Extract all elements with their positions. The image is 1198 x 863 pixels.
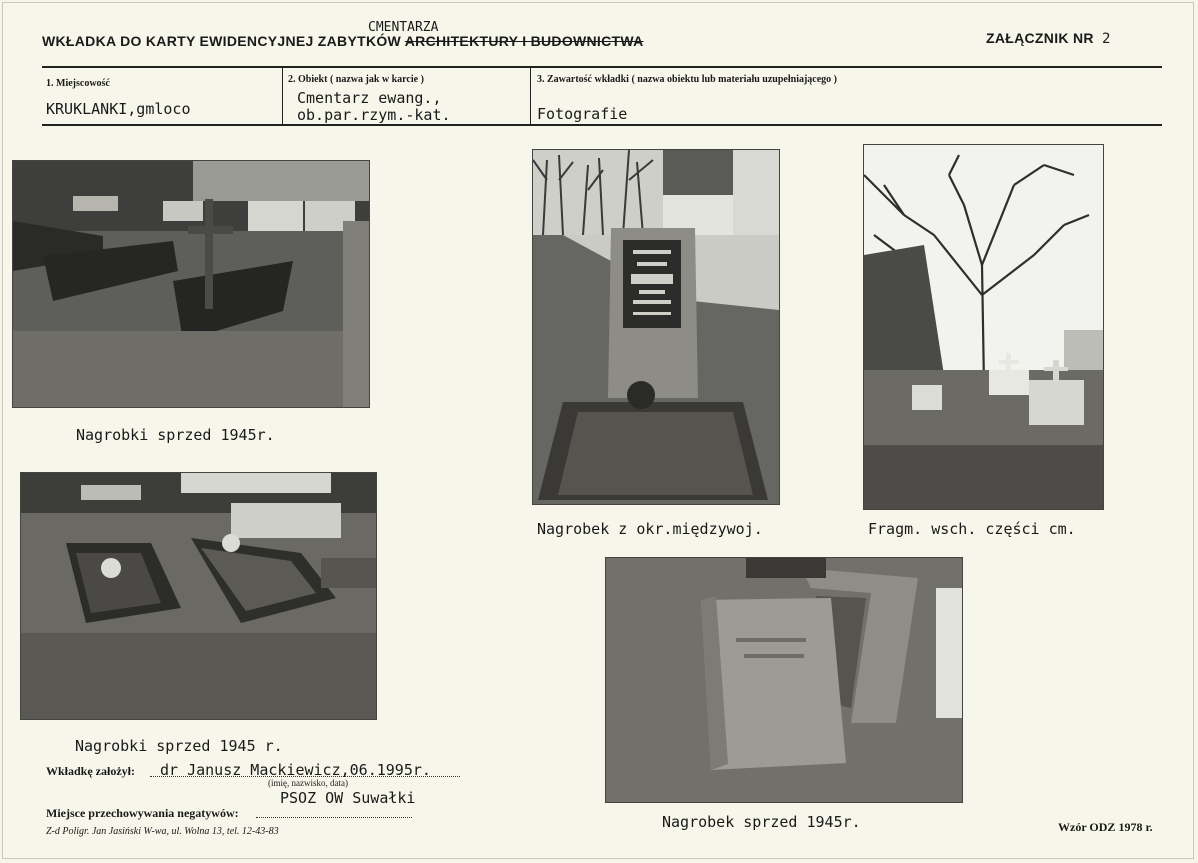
field-content-value: Fotografie — [537, 105, 628, 123]
photo-graves-2-image — [21, 473, 376, 719]
header-rule-bottom — [42, 124, 1162, 126]
photo-east-part — [863, 144, 1104, 510]
printer-note: Z-d Poligr. Jan Jasiński W-wa, ul. Wolna 13, tel. 12-43-83 — [46, 826, 279, 837]
field-object-value-2: ob.par.rzym.-kat. — [297, 106, 451, 124]
photo-east-part-image — [864, 145, 1103, 509]
photo-gravestone-old-image — [606, 558, 962, 802]
header-rule-top — [42, 66, 1162, 68]
storage-label: Miejsce przechowywania negatywów: — [46, 806, 239, 820]
photo-graves-2 — [20, 472, 377, 720]
title-struck: ARCHITEKTURY I BUDOWNICTWA — [404, 33, 644, 49]
founder-label: Wkładkę założył: — [46, 764, 135, 778]
caption-photo-2: Nagrobek z okr.międzywoj. — [537, 520, 763, 538]
caption-photo-5: Nagrobek sprzed 1945r. — [662, 813, 861, 831]
field-object-value-1: Cmentarz ewang., — [297, 89, 442, 107]
form-id: Wzór ODZ 1978 r. — [1058, 820, 1153, 834]
title-prefix: WKŁADKA DO KARTY EWIDENCYJNEJ ZABYTKÓW — [42, 33, 402, 49]
field-divider-1 — [282, 68, 283, 124]
caption-photo-1: Nagrobki sprzed 1945r. — [76, 426, 275, 444]
caption-photo-4: Nagrobki sprzed 1945 r. — [75, 737, 283, 755]
annex-number: 2 — [1102, 31, 1111, 47]
card-title — [42, 33, 644, 49]
annex-text: ZAŁĄCZNIK NR — [986, 30, 1094, 46]
annex-label — [986, 30, 1111, 47]
office-value: PSOZ OW Suwałki — [280, 789, 416, 807]
field-content-label: 3. Zawartość wkładki ( nazwa obiektu lub materiału uzupełniającego ) — [537, 74, 838, 85]
photo-graves-1 — [12, 160, 370, 408]
caption-photo-3: Fragm. wsch. części cm. — [868, 520, 1076, 538]
photo-interwar-gravestone-image — [533, 150, 779, 504]
photo-graves-1-image — [13, 161, 369, 407]
field-locality-value: KRUKLANKI,gmloco — [46, 100, 191, 118]
photo-gravestone-old — [605, 557, 963, 803]
field-locality-label: 1. Miejscowość — [46, 78, 110, 89]
field-divider-2 — [530, 68, 531, 124]
storage-dotline — [256, 817, 412, 818]
field-object-label: 2. Obiekt ( nazwa jak w karcie ) — [288, 74, 424, 85]
founder-value: dr Janusz Mackiewicz,06.1995r. — [160, 761, 431, 779]
founder-hint: (imię, nazwisko, data) — [268, 778, 348, 788]
title-insert: CMENTARZA — [368, 20, 439, 35]
photo-interwar-gravestone — [532, 149, 780, 505]
